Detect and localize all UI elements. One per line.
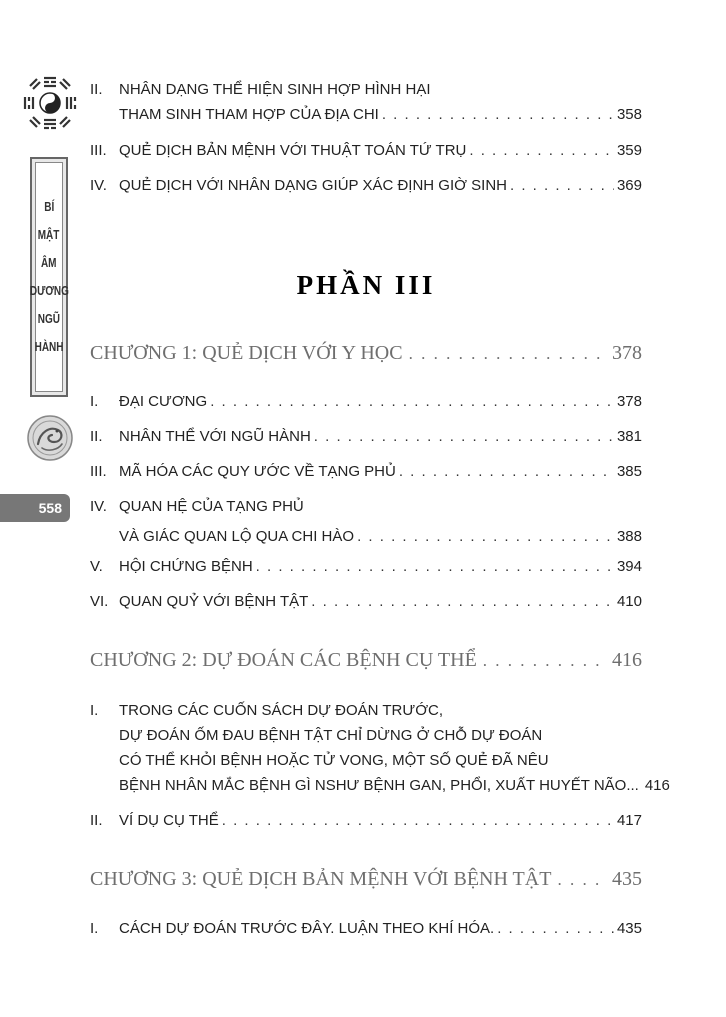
entry-title-line: QUAN HỆ CỦA TẠNG PHỦ (119, 498, 304, 515)
dot-leader (357, 524, 614, 549)
chapter-page-number: 435 (612, 868, 642, 890)
entry-title-line: NHÂN DẠNG THỂ HIỆN SINH HỢP HÌNH HẠI (119, 81, 431, 98)
book-title-cartouche (30, 157, 68, 397)
page-number-tab: 558 (0, 494, 70, 522)
chapter-heading[interactable] (90, 649, 642, 672)
entry-title-line: THAM SINH THAM HỢP CỦA ĐỊA CHI (119, 106, 379, 123)
entry-page-number: 410 (616, 593, 642, 610)
toc-entry[interactable] (90, 459, 642, 484)
toc-entry[interactable] (90, 389, 642, 414)
toc-entry[interactable] (90, 589, 642, 614)
bagua-yin-yang-icon (22, 74, 78, 132)
entry-title-line: DỰ ĐOÁN ỐM ĐAU BỆNH TẬT CHỈ DỪNG Ở CHỖ DỰ ĐOÁN (119, 727, 543, 744)
entry-page-number: 385 (616, 463, 642, 480)
entry-number: I. (90, 702, 99, 719)
entry-title-line: CÁCH DỰ ĐOÁN TRƯỚC ĐÂY. LUẬN THEO KHÍ HÓA. (119, 920, 495, 937)
entry-number: II. (90, 428, 103, 445)
entry-number: III. (90, 142, 107, 159)
entry-number: IV. (90, 177, 107, 194)
toc-entry[interactable] (90, 808, 642, 833)
dot-leader (557, 870, 606, 890)
entry-title-line: ĐẠI CƯƠNG (119, 393, 208, 410)
entry-title-line: MÃ HÓA CÁC QUY ƯỚC VỀ TẠNG PHỦ (119, 463, 396, 480)
entry-title-line: CÓ THỂ KHỎI BỆNH HOẶC TỬ VONG, MỘT SỐ QUẺ ĐÃ NÊU (119, 752, 549, 769)
book-title-word: DƯƠNG (29, 284, 69, 298)
chapter-title: CHƯƠNG 3: QUẺ DỊCH BẢN MỆNH VỚI BỆNH TẬT (90, 868, 552, 890)
entry-page-number: 359 (616, 142, 642, 159)
chapter-heading[interactable] (90, 868, 642, 891)
entry-title-line: NHÂN THỂ VỚI NGŨ HÀNH (119, 428, 311, 445)
entry-number: I. (90, 920, 99, 937)
entry-page-number: 416 (644, 777, 670, 794)
entry-number: III. (90, 463, 107, 480)
entry-page-number: 381 (616, 428, 642, 445)
chapter-title: CHƯƠNG 2: DỰ ĐOÁN CÁC BỆNH CỤ THỂ (90, 649, 477, 671)
entry-page-number: 358 (616, 106, 642, 123)
book-title-word: NGŨ (37, 312, 61, 326)
toc-entry[interactable] (90, 138, 642, 163)
book-title-word: ÂM (41, 256, 57, 270)
dot-leader (510, 173, 614, 198)
entry-number: II. (90, 812, 103, 829)
toc-entry[interactable] (90, 173, 642, 198)
toc-entry[interactable] (90, 554, 642, 579)
chapter-title: CHƯƠNG 1: QUẺ DỊCH VỚI Y HỌC (90, 342, 403, 364)
dot-leader (314, 424, 614, 449)
entry-number: VI. (90, 593, 109, 610)
entry-title-line: BỆNH NHÂN MẮC BỆNH GÌ NSHƯ BỆNH GAN, PHỔI, XUẤT HUYẾT NÃO... (119, 777, 639, 794)
entry-title-line: QUAN QUỶ VỚI BỆNH TẬT (119, 593, 309, 610)
dot-leader (222, 808, 614, 833)
book-title-word: HÀNH (34, 340, 64, 354)
dot-leader (409, 344, 606, 364)
chapter-page-number: 378 (612, 342, 642, 364)
toc-entry[interactable] (90, 916, 642, 941)
entry-page-number: 394 (616, 558, 642, 575)
toc-entry[interactable] (90, 77, 642, 127)
entry-number: I. (90, 393, 99, 410)
part-heading: PHẦN III (296, 270, 436, 300)
toc-entry[interactable] (90, 698, 670, 798)
entry-page-number: 417 (616, 812, 642, 829)
chapter-heading[interactable] (90, 342, 642, 365)
entry-title-line: HỘI CHỨNG BỆNH (119, 558, 253, 575)
entry-number: II. (90, 81, 103, 98)
dot-leader (399, 459, 614, 484)
book-title-word: BÍ (44, 200, 54, 214)
entry-title-line: QUẺ DỊCH VỚI NHÂN DẠNG GIÚP XÁC ĐỊNH GIỜ SINH (119, 177, 507, 194)
dot-leader (210, 389, 614, 414)
dot-leader (497, 916, 614, 941)
entry-page-number: 369 (616, 177, 642, 194)
entry-number: V. (90, 558, 103, 575)
entry-title-line: VÍ DỤ CỤ THỂ (119, 812, 219, 829)
entry-page-number: 388 (616, 528, 642, 545)
dot-leader (382, 102, 614, 127)
entry-page-number: 435 (616, 920, 642, 937)
entry-title-line: VÀ GIÁC QUAN LỘ QUA CHI HÀO (119, 528, 355, 545)
entry-title-line: QUẺ DỊCH BẢN MỆNH VỚI THUẬT TOÁN TỨ TRỤ (119, 142, 467, 159)
toc-entry[interactable] (90, 494, 642, 549)
book-title-word: MẬT (38, 228, 60, 242)
dot-leader (311, 589, 614, 614)
dot-leader (483, 651, 606, 671)
entry-page-number: 378 (616, 393, 642, 410)
dot-leader (469, 138, 614, 163)
toc-entry[interactable] (90, 424, 642, 449)
chapter-page-number: 416 (612, 649, 642, 671)
dot-leader (256, 554, 614, 579)
entry-number: IV. (90, 498, 107, 515)
dragon-seal-icon (26, 414, 74, 462)
entry-title-line: TRONG CÁC CUỐN SÁCH DỰ ĐOÁN TRƯỚC, (119, 702, 444, 719)
